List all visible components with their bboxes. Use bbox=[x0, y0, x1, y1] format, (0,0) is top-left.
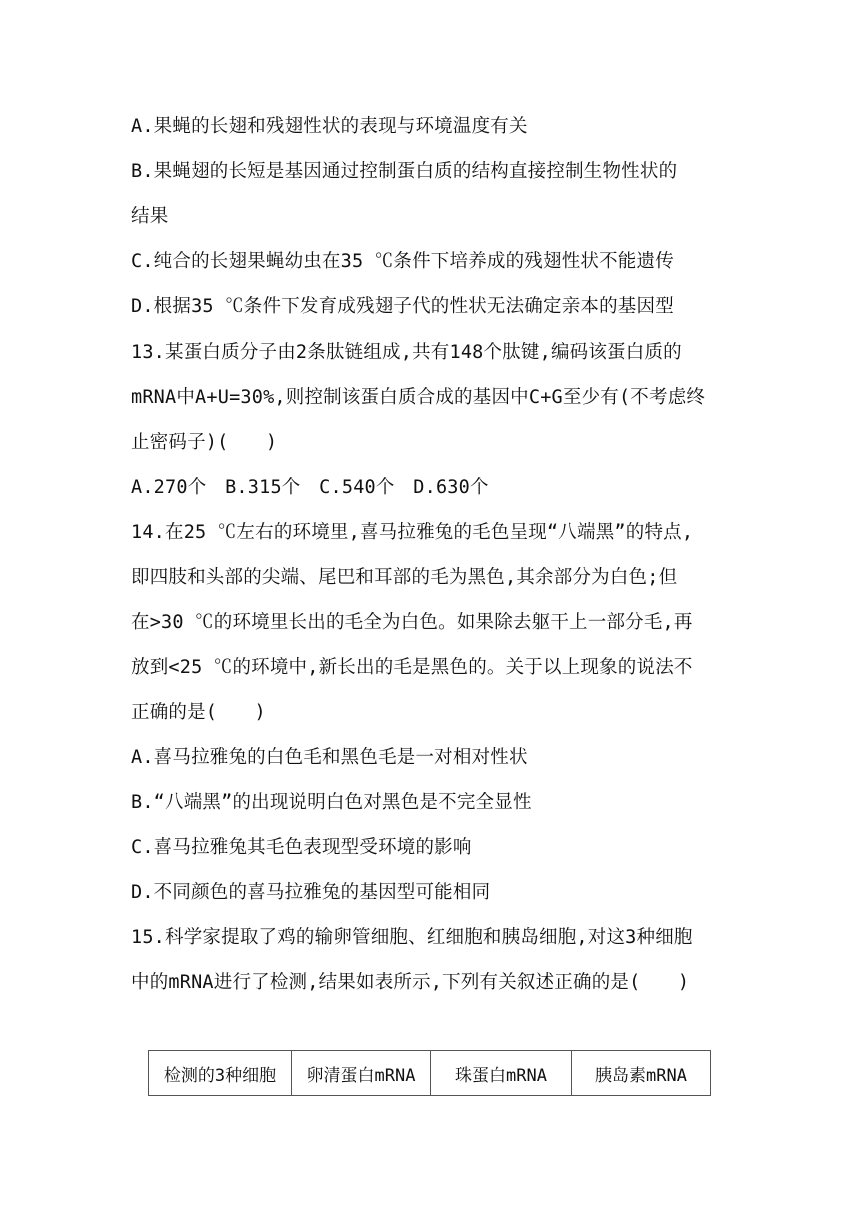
question-13-line-3: 止密码子)( ) bbox=[131, 432, 278, 453]
option-14d: D.不同颜色的喜马拉雅兔的基因型可能相同 bbox=[131, 882, 491, 903]
table-header-cell: 胰岛素mRNA bbox=[572, 1051, 711, 1096]
question-13-line-1: 13.某蛋白质分子由2条肽链组成,共有148个肽键,编码该蛋白质的 bbox=[131, 342, 682, 363]
question-14-line-2: 即四肢和头部的尖端、尾巴和耳部的毛为黑色,其余部分为白色;但 bbox=[131, 567, 678, 588]
option-14c: C.喜马拉雅兔其毛色表现型受环境的影响 bbox=[131, 837, 472, 858]
question-15-line-1: 15.科学家提取了鸡的输卵管细胞、红细胞和胰岛细胞,对这3种细胞 bbox=[131, 927, 693, 948]
question-14-line-3: 在>30 ℃的环境里长出的毛全为白色。如果除去躯干上一部分毛,再 bbox=[131, 612, 693, 633]
question-13-line-2: mRNA中A+U=30%,则控制该蛋白质合成的基因中C+G至少有(不考虑终 bbox=[131, 387, 706, 408]
option-12b-continued: 结果 bbox=[131, 206, 169, 227]
option-14b: B.“八端黑”的出现说明白色对黑色是不完全显性 bbox=[131, 792, 532, 813]
mrna-detection-table bbox=[148, 1050, 711, 1096]
question-14-line-4: 放到<25 ℃的环境中,新长出的毛是黑色的。关于以上现象的说法不 bbox=[131, 657, 693, 678]
option-12c: C.纯合的长翅果蝇幼虫在35 ℃条件下培养成的残翅性状不能遗传 bbox=[131, 251, 674, 272]
option-12a: A.果蝇的长翅和残翅性状的表现与环境温度有关 bbox=[131, 116, 528, 137]
table-header-row bbox=[149, 1051, 711, 1096]
question-14-line-5: 正确的是( ) bbox=[131, 702, 266, 723]
question-15-line-2: 中的mRNA进行了检测,结果如表所示,下列有关叙述正确的是( ) bbox=[131, 972, 690, 993]
option-12d: D.根据35 ℃条件下发育成残翅子代的性状无法确定亲本的基因型 bbox=[131, 296, 674, 317]
table-header-cell: 珠蛋白mRNA bbox=[431, 1051, 572, 1096]
option-14a: A.喜马拉雅兔的白色毛和黑色毛是一对相对性状 bbox=[131, 747, 528, 768]
table-header-cell: 卵清蛋白mRNA bbox=[292, 1051, 431, 1096]
table-header-cell: 检测的3种细胞 bbox=[149, 1051, 292, 1096]
option-12b: B.果蝇翅的长短是基因通过控制蛋白质的结构直接控制生物性状的 bbox=[131, 161, 678, 182]
question-13-options: A.270个 B.315个 C.540个 D.630个 bbox=[131, 477, 489, 498]
question-14-line-1: 14.在25 ℃左右的环境里,喜马拉雅兔的毛色呈现“八端黑”的特点, bbox=[131, 522, 694, 543]
